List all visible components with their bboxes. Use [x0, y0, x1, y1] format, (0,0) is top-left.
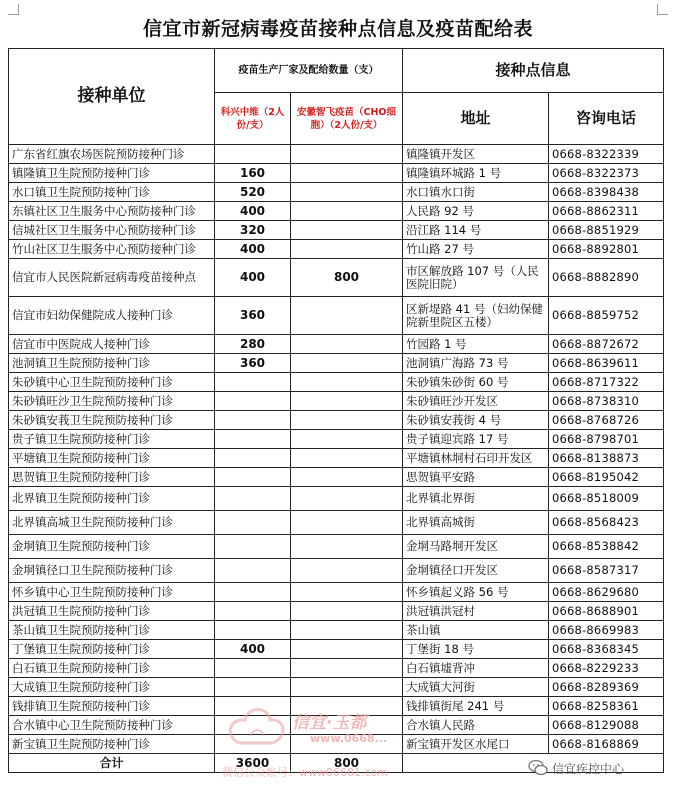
unit-cell: 朱砂镇旺沙卫生院预防接种门诊 [9, 392, 215, 411]
unit-cell: 茶山镇卫生院预防接种门诊 [9, 621, 215, 640]
unit-cell: 北界镇卫生院预防接种门诊 [9, 487, 215, 511]
address-cell: 金垌镇径口开发区 [403, 559, 549, 583]
phone-cell: 0668-8587317 [549, 559, 664, 583]
anhui-count-cell [291, 373, 403, 392]
kexing-count-cell [215, 373, 291, 392]
phone-cell: 0668-8538842 [549, 535, 664, 559]
phone-cell: 0668-8669983 [549, 621, 664, 640]
kexing-count-cell [215, 678, 291, 697]
unit-cell: 思贺镇卫生院预防接种门诊 [9, 468, 215, 487]
table-row [9, 297, 664, 335]
kexing-count-cell [215, 511, 291, 535]
address-cell: 合水镇人民路 [403, 716, 549, 735]
address-cell: 大成镇大河街 [403, 678, 549, 697]
phone-cell: 0668-8688901 [549, 602, 664, 621]
kexing-count-cell: 400 [215, 640, 291, 659]
kexing-count-cell: 520 [215, 183, 291, 202]
unit-cell: 金垌镇径口卫生院预防接种门诊 [9, 559, 215, 583]
kexing-count-cell [215, 535, 291, 559]
table-row [9, 559, 664, 583]
anhui-count-cell [291, 511, 403, 535]
table-row [9, 354, 664, 373]
phone-cell: 0668-8862311 [549, 202, 664, 221]
anhui-count-cell [291, 716, 403, 735]
table-row [9, 373, 664, 392]
kexing-count-cell: 360 [215, 354, 291, 373]
kexing-count-cell: 400 [215, 202, 291, 221]
header-phone: 咨询电话 [549, 93, 664, 145]
phone-cell: 0668-8518009 [549, 487, 664, 511]
address-cell: 钱排镇街尾 241 号 [403, 697, 549, 716]
anhui-count-cell: 800 [291, 259, 403, 297]
table-row [9, 716, 664, 735]
table-row [9, 735, 664, 754]
anhui-count-cell [291, 411, 403, 430]
unit-cell: 洪冠镇卫生院预防接种门诊 [9, 602, 215, 621]
phone-cell: 0668-8258361 [549, 697, 664, 716]
table-row [9, 145, 664, 164]
address-cell: 水口镇水口街 [403, 183, 549, 202]
table-row [9, 411, 664, 430]
account-name: 信宜疾控中心 [552, 761, 625, 776]
kexing-count-cell [215, 411, 291, 430]
phone-cell: 0668-8229233 [549, 659, 664, 678]
unit-cell: 怀乡镇中心卫生院预防接种门诊 [9, 583, 215, 602]
unit-cell: 水口镇卫生院预防接种门诊 [9, 183, 215, 202]
kexing-count-cell [215, 145, 291, 164]
unit-cell: 东镇社区卫生服务中心预防接种门诊 [9, 202, 215, 221]
table-row [9, 240, 664, 259]
anhui-count-cell [291, 145, 403, 164]
unit-cell: 合水镇中心卫生院预防接种门诊 [9, 716, 215, 735]
address-cell: 竹园路 1 号 [403, 335, 549, 354]
unit-cell: 广东省红旗农场医院预防接种门诊 [9, 145, 215, 164]
kexing-count-cell: 400 [215, 240, 291, 259]
total-kexing: 3600 [215, 754, 291, 773]
header-vaccine-group: 疫苗生产厂家及配给数量（支） [215, 49, 403, 93]
address-cell: 池洞镇广海路 73 号 [403, 354, 549, 373]
table-row [9, 335, 664, 354]
kexing-count-cell [215, 449, 291, 468]
header-kexing: 科兴中维（2人份/支） [215, 93, 291, 145]
address-cell: 贵子镇迎宾路 17 号 [403, 430, 549, 449]
address-cell: 北界镇北界街 [403, 487, 549, 511]
kexing-count-cell [215, 659, 291, 678]
anhui-count-cell [291, 449, 403, 468]
kexing-count-cell [215, 487, 291, 511]
phone-cell: 0668-8798701 [549, 430, 664, 449]
table-row [9, 583, 664, 602]
unit-cell: 新宝镇卫生院预防接种门诊 [9, 735, 215, 754]
wechat-icon [528, 758, 548, 778]
unit-cell: 金垌镇卫生院预防接种门诊 [9, 535, 215, 559]
table-row [9, 164, 664, 183]
table-row [9, 259, 664, 297]
address-cell: 区新堤路 41 号（妇幼保健院新里院区五楼） [403, 297, 549, 335]
unit-cell: 信宜市妇幼保健院成人接种门诊 [9, 297, 215, 335]
unit-cell: 大成镇卫生院预防接种门诊 [9, 678, 215, 697]
watermark-text-3: 微信公众帐号：www06681.com [222, 766, 388, 779]
kexing-count-cell [215, 468, 291, 487]
header-unit: 接种单位 [9, 49, 215, 145]
watermark-text-1: 信宜·玉都 [292, 713, 367, 733]
phone-cell: 0668-8138873 [549, 449, 664, 468]
phone-cell: 0668-8851929 [549, 221, 664, 240]
address-cell: 金垌马路垌开发区 [403, 535, 549, 559]
phone-cell: 0668-8322339 [549, 145, 664, 164]
address-cell: 平塘镇林垌村石印开发区 [403, 449, 549, 468]
address-cell: 新宝镇开发区水尾口 [403, 735, 549, 754]
phone-cell: 0668-8195042 [549, 468, 664, 487]
phone-cell: 0668-8768726 [549, 411, 664, 430]
kexing-count-cell: 280 [215, 335, 291, 354]
unit-cell: 竹山社区卫生服务中心预防接种门诊 [9, 240, 215, 259]
anhui-count-cell [291, 221, 403, 240]
unit-cell: 钱排镇卫生院预防接种门诊 [9, 697, 215, 716]
document-title: 信宜市新冠病毒疫苗接种点信息及疫苗配给表 [142, 18, 533, 40]
unit-cell: 信宜市人民医院新冠病毒疫苗接种点 [9, 259, 215, 297]
phone-cell: 0668-8882890 [549, 259, 664, 297]
unit-cell: 朱砂镇中心卫生院预防接种门诊 [9, 373, 215, 392]
anhui-count-cell [291, 354, 403, 373]
kexing-count-cell: 400 [215, 259, 291, 297]
anhui-count-cell [291, 583, 403, 602]
phone-cell: 0668-8168869 [549, 735, 664, 754]
address-cell: 茶山镇 [403, 621, 549, 640]
address-cell: 镇隆镇开发区 [403, 145, 549, 164]
table-row [9, 697, 664, 716]
phone-cell: 0668-8629680 [549, 583, 664, 602]
phone-cell: 0668-8568423 [549, 511, 664, 535]
phone-cell: 0668-8738310 [549, 392, 664, 411]
header-site-group: 接种点信息 [403, 49, 664, 93]
table-row [9, 678, 664, 697]
kexing-count-cell [215, 392, 291, 411]
kexing-count-cell [215, 430, 291, 449]
watermark-text-2: www.0668... [310, 732, 388, 745]
phone-cell: 0668-8872672 [549, 335, 664, 354]
kexing-count-cell [215, 602, 291, 621]
anhui-count-cell [291, 602, 403, 621]
anhui-count-cell [291, 240, 403, 259]
unit-cell: 镇隆镇卫生院预防接种门诊 [9, 164, 215, 183]
address-cell: 人民路 92 号 [403, 202, 549, 221]
table-row [9, 640, 664, 659]
table-row [9, 392, 664, 411]
vaccine-allocation-table [8, 48, 664, 773]
unit-cell: 朱砂镇安莪卫生院预防接种门诊 [9, 411, 215, 430]
anhui-count-cell [291, 659, 403, 678]
phone-cell: 0668-8289369 [549, 678, 664, 697]
kexing-count-cell: 160 [215, 164, 291, 183]
address-cell: 市区解放路 107 号（人民医院旧院） [403, 259, 549, 297]
phone-cell: 0668-8322373 [549, 164, 664, 183]
table-row [9, 602, 664, 621]
header-address: 地址 [403, 93, 549, 145]
account-badge [528, 758, 624, 778]
kexing-count-cell [215, 583, 291, 602]
table-row [9, 487, 664, 511]
table-row [9, 511, 664, 535]
anhui-count-cell [291, 468, 403, 487]
address-cell: 镇隆镇环城路 1 号 [403, 164, 549, 183]
address-cell: 北界镇高城街 [403, 511, 549, 535]
anhui-count-cell [291, 183, 403, 202]
table-row [9, 221, 664, 240]
anhui-count-cell [291, 640, 403, 659]
total-anhui: 800 [291, 754, 403, 773]
phone-cell: 0668-8368345 [549, 640, 664, 659]
address-cell: 朱砂镇旺沙开发区 [403, 392, 549, 411]
unit-cell: 白石镇卫生院预防接种门诊 [9, 659, 215, 678]
unit-cell: 信宜市中医院成人接种门诊 [9, 335, 215, 354]
table-row [9, 183, 664, 202]
unit-cell: 北界镇高城卫生院预防接种门诊 [9, 511, 215, 535]
kexing-count-cell [215, 716, 291, 735]
address-cell: 竹山路 27 号 [403, 240, 549, 259]
kexing-count-cell: 360 [215, 297, 291, 335]
kexing-count-cell [215, 559, 291, 583]
kexing-count-cell [215, 697, 291, 716]
anhui-count-cell [291, 487, 403, 511]
anhui-count-cell [291, 678, 403, 697]
phone-cell: 0668-8129088 [549, 716, 664, 735]
address-cell: 思贺镇平安路 [403, 468, 549, 487]
phone-cell: 0668-8398438 [549, 183, 664, 202]
kexing-count-cell: 320 [215, 221, 291, 240]
unit-cell: 池洞镇卫生院预防接种门诊 [9, 354, 215, 373]
anhui-count-cell [291, 559, 403, 583]
address-cell: 朱砂镇安莪街 4 号 [403, 411, 549, 430]
unit-cell: 平塘镇卫生院预防接种门诊 [9, 449, 215, 468]
table-row [9, 621, 664, 640]
anhui-count-cell [291, 430, 403, 449]
table-row [9, 430, 664, 449]
header-row-1 [9, 49, 664, 93]
address-cell: 丁堡街 18 号 [403, 640, 549, 659]
address-cell: 沿江路 114 号 [403, 221, 549, 240]
anhui-count-cell [291, 392, 403, 411]
address-cell: 洪冠镇洪冠村 [403, 602, 549, 621]
table-row [9, 202, 664, 221]
phone-cell: 0668-8859752 [549, 297, 664, 335]
anhui-count-cell [291, 164, 403, 183]
table-row [9, 659, 664, 678]
phone-cell: 0668-8639611 [549, 354, 664, 373]
unit-cell: 丁堡镇卫生院预防接种门诊 [9, 640, 215, 659]
table-row [9, 535, 664, 559]
address-cell: 朱砂镇朱砂街 60 号 [403, 373, 549, 392]
unit-cell: 贵子镇卫生院预防接种门诊 [9, 430, 215, 449]
table-row [9, 449, 664, 468]
table-row [9, 468, 664, 487]
kexing-count-cell [215, 621, 291, 640]
header-anhui: 安徽智飞疫苗（CHO细胞）（2人份/支） [291, 93, 403, 145]
anhui-count-cell [291, 697, 403, 716]
address-cell: 白石镇墟背冲 [403, 659, 549, 678]
anhui-count-cell [291, 535, 403, 559]
anhui-count-cell [291, 621, 403, 640]
address-cell: 怀乡镇起义路 56 号 [403, 583, 549, 602]
anhui-count-cell [291, 297, 403, 335]
anhui-count-cell [291, 202, 403, 221]
anhui-count-cell [291, 735, 403, 754]
phone-cell: 0668-8717322 [549, 373, 664, 392]
total-label: 合计 [9, 754, 215, 773]
anhui-count-cell [291, 335, 403, 354]
unit-cell: 信城社区卫生服务中心预防接种门诊 [9, 221, 215, 240]
kexing-count-cell [215, 735, 291, 754]
phone-cell: 0668-8892801 [549, 240, 664, 259]
